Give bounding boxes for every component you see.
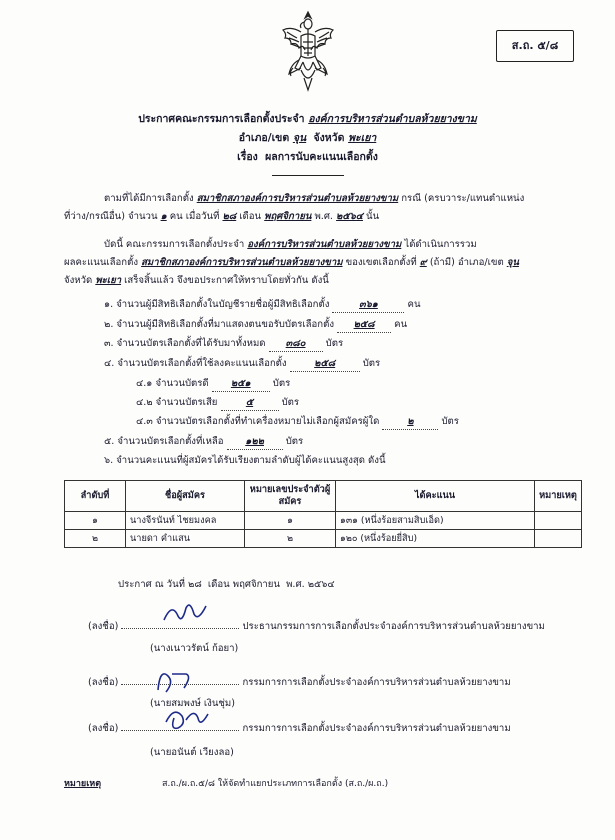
announce-date [118,578,335,592]
signature-block-1 [88,620,545,634]
cell-order: ๒ [65,530,126,548]
item-label: ๔.๓ จำนวนบัตรเลือกตั้งที่ทำเครื่องหมายไม่เลือกผู้สมัครผู้ใด [136,416,380,427]
item-value: ๑๒๒ [227,434,283,450]
form-code-box: ส.ถ. ๕/๘ [496,30,574,62]
subject-title: ผลการนับคะแนนเลือกตั้ง [265,151,378,163]
header-province: พะเยา [348,132,377,144]
cell-name: นายดา คำแสน [126,530,245,548]
election-type: สมาชิกสภาองค์การบริหารส่วนตำบลห้วยยางขาม [141,257,343,268]
col-header-candidate-number: หมายเลขประจำตัวผู้สมัคร [245,481,336,512]
signer-name-1: (นางเนาวรัตน์ ก้อยา) [150,643,239,654]
cell-order: ๑ [65,512,126,530]
item-value: ๓๖๑ [332,297,404,313]
cell-name: นางจีรนันท์ ไชยมงคล [126,512,245,530]
intro-p2-line3 [64,274,329,288]
text: ผลคะแนนเลือกตั้ง [64,257,139,268]
table-row [65,512,582,530]
col-header-name: ชื่อผู้สมัคร [126,481,245,512]
sign-label: (ลงชื่อ) [88,621,119,632]
intro-p2-line1 [104,238,477,252]
item-label: ๑. จำนวนผู้มีสิทธิเลือกตั้งในบัญชีรายชื่อผู้มีสิทธิเลือกตั้ง [104,299,330,310]
signature-scribble-icon [152,662,210,698]
cell-candidate-number: ๒ [245,530,336,548]
sign-label: (ลงชื่อ) [88,723,119,734]
item-row [136,376,290,392]
header-district: จุน [292,132,307,144]
col-header-votes: ได้คะแนน [336,481,535,512]
signer-name-2: (นายสมพงษ์ เงินชุ่ม) [150,698,235,709]
header-line-3 [0,148,615,165]
cell-votes: ๑๒๐ (หนึ่งร้อยยี่สิบ) [336,530,535,548]
footer-note-text: ส.ถ./ผ.ถ.๕/๘ ให้จัดทำแยกประเภทการเลือกตั้ง (ส.ถ./ผ.ถ.) [162,779,389,789]
item-row [104,297,421,313]
subject-label: เรื่อง [237,151,258,163]
text: เดือน [239,211,262,222]
item-value: ๒๕๘ [290,356,360,372]
province: พะเยา [95,275,122,286]
election-day: ๒๘ [222,211,237,222]
col-header-order: ลำดับที่ [65,481,126,512]
item-row [104,336,343,352]
text: เสร็จสิ้นแล้ว จึงขอประกาศให้ทราบโดยทั่วกัน ดังนี้ [124,275,329,286]
header-prefix: ประกาศคณะกรรมการเลือกตั้งประจำ [138,113,305,125]
item-label: ๔.๑ จำนวนบัตรดี [136,378,209,389]
intro-p2-line2 [64,256,519,270]
text: ของเขตเลือกตั้งที่ [345,257,417,268]
item-unit: บัตร [325,338,344,349]
item-value: ๒ [382,414,438,430]
election-month: พฤศจิกายน [264,211,312,222]
text: จังหวัด [64,275,93,286]
intro-p1-line2 [64,210,379,224]
item-label: ๖. จำนวนคะแนนที่ผู้สมัครได้รับเรียงตามลำดับผู้ได้คะแนนสูงสุด ดังนี้ [104,455,386,466]
item-row [104,317,407,333]
text: เดือน [207,579,230,590]
item-row [136,395,299,411]
intro-p1-line1 [104,192,524,206]
text: กรณี (ครบวาระ/แทนตำแหน่ง [401,193,525,204]
item-value: ๓๘๐ [269,336,323,352]
header-province-label: จังหวัด [313,132,345,144]
signer-name-3: (นายอนันต์ เวียงลอ) [150,747,234,758]
header-line-2 [0,129,615,146]
text: ได้ดำเนินการรวม [404,239,477,250]
announce-day: ๒๘ [188,579,202,590]
signature-line [121,628,239,629]
header-district-label: อำเภอ/เขต [238,132,290,144]
item-unit: บัตร [362,358,381,369]
table-header-row [65,481,582,512]
signature-block-3 [88,722,511,736]
footer-note-label: หมายเหตุ [64,779,102,789]
table-row [65,530,582,548]
results-table [64,480,582,548]
item-label: ๕. จำนวนบัตรเลือกตั้งที่เหลือ [104,436,224,447]
item-unit: บัตร [281,397,300,408]
signature-scribble-icon [160,704,216,736]
district: จุน [506,257,519,268]
text: (ถ้ามี) อำเภอ/เขต [429,257,504,268]
cell-candidate-number: ๑ [245,512,336,530]
cell-remarks [535,512,582,530]
text: บัดนี้ คณะกรรมการเลือกตั้งประจำ [104,239,245,250]
text: ประกาศ ณ วันที่ [118,579,185,590]
text: คน เมื่อวันที่ [169,211,220,222]
item-unit: บัตร [285,436,304,447]
text: ตามที่ได้มีการเลือกตั้ง [104,193,194,204]
signer-role: ประธานกรรมการการเลือกตั้งประจำองค์การบริหารส่วนตำบลห้วยยางขาม [242,621,545,632]
item-row [104,453,386,468]
org-name: องค์การบริหารส่วนตำบลห้วยยางขาม [247,239,402,250]
election-type: สมาชิกสภาองค์การบริหารส่วนตำบลห้วยยางขาม [196,193,399,204]
item-row [104,434,303,450]
item-unit: บัตร [441,416,459,427]
item-row [136,414,459,430]
header-divider [272,175,344,176]
text: พ.ศ. [286,579,305,590]
item-row [104,356,380,372]
zone-number: ๙ [419,257,427,268]
cell-votes: ๑๓๑ (หนึ่งร้อยสามสิบเอ็ด) [336,512,535,530]
text: นั้น [366,211,380,222]
garuda-emblem-icon [277,8,339,94]
text: พ.ศ. [314,211,333,222]
item-value: ๒๕๑ [212,376,270,392]
seat-count: ๑ [160,211,167,222]
item-unit: คน [407,299,421,310]
header-org-name: องค์การบริหารส่วนตำบลห้วยยางขาม [308,113,477,125]
item-label: ๓. จำนวนบัตรเลือกตั้งที่ได้รับมาทั้งหมด [104,338,266,349]
header-line-1 [0,110,615,127]
item-value: ๕ [221,395,279,411]
announce-year: ๒๕๖๔ [307,579,335,590]
item-unit: คน [394,319,408,330]
col-header-remarks: หมายเหตุ [535,481,582,512]
item-value: ๒๕๘ [337,317,391,333]
sign-label: (ลงชื่อ) [88,677,119,688]
signature-scribble-icon [160,598,210,628]
election-year: ๒๕๖๔ [336,211,363,222]
text: ที่ว่าง/กรณีอื่น) จำนวน [64,211,158,222]
item-label: ๒. จำนวนผู้มีสิทธิเลือกตั้งที่มาแสดงตนขอรับบัตรเลือกตั้ง [104,319,335,330]
announce-month: พฤศจิกายน [232,579,280,590]
signer-role: กรรมการการเลือกตั้งประจำองค์การบริหารส่วนตำบลห้วยยางขาม [242,677,511,688]
item-unit: บัตร [272,378,291,389]
item-label: ๔. จำนวนบัตรเลือกตั้งที่ใช้ลงคะแนนเลือกตั้ง [104,358,287,369]
cell-remarks [535,530,582,548]
signer-role: กรรมการการเลือกตั้งประจำองค์การบริหารส่วนตำบลห้วยยางขาม [242,723,511,734]
item-label: ๔.๒ จำนวนบัตรเสีย [136,397,218,408]
